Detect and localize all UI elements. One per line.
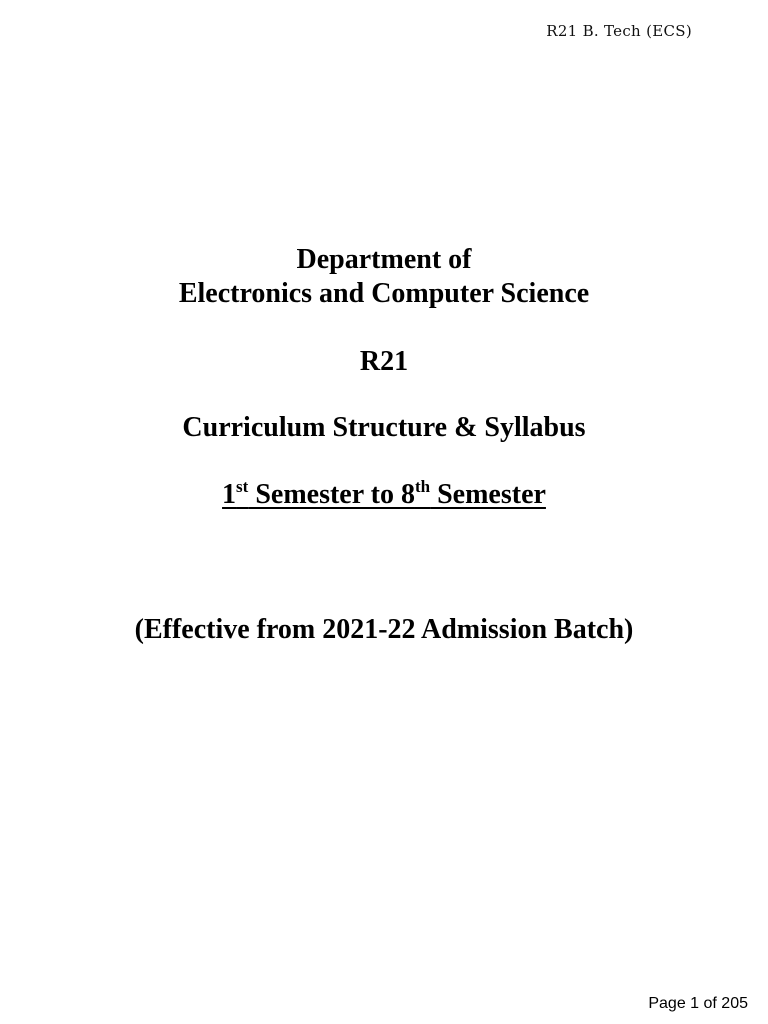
semester-middle-text: Semester to 8 <box>248 479 415 510</box>
semester-end-suffix: th <box>414 477 431 496</box>
semester-start-suffix: st <box>236 477 249 496</box>
regulation-code: R21 <box>359 346 409 377</box>
semester-start-number: 1 <box>222 479 237 510</box>
semester-range <box>0 479 768 511</box>
department-heading-line-2: Electronics and Computer Science <box>178 278 590 309</box>
page-number: Page 1 of 205 <box>648 995 748 1012</box>
department-heading-line-1: Department of <box>296 244 472 275</box>
running-header: R21 B. Tech (ECS) <box>546 22 692 40</box>
semester-range-underlined <box>222 479 546 510</box>
effective-batch-note: (Effective from 2021-22 Admission Batch) <box>134 614 634 645</box>
semester-end-text: Semester <box>430 479 546 510</box>
document-title: Curriculum Structure & Syllabus <box>182 412 586 443</box>
